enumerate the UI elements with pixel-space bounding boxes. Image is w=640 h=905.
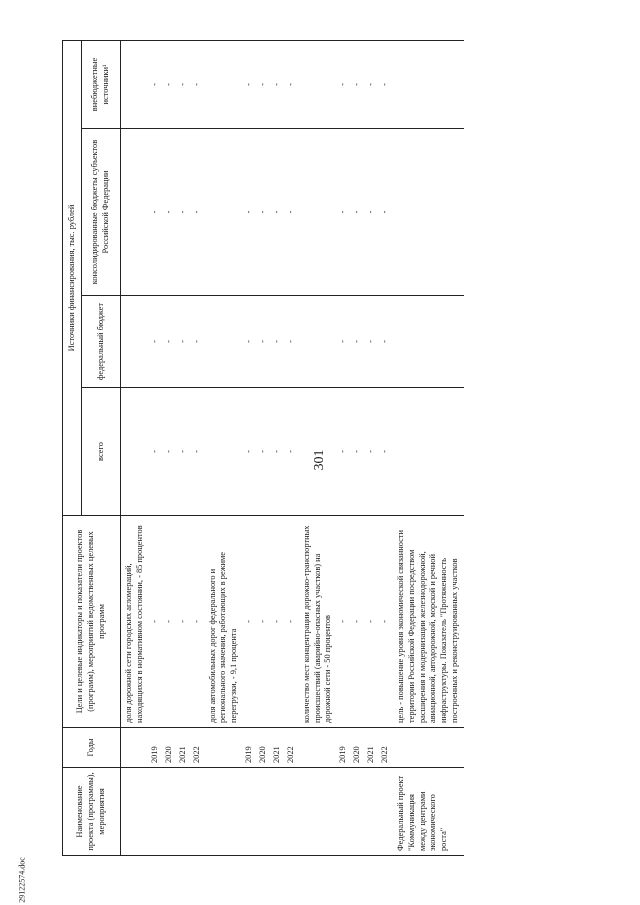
year-cell: 2022 — [379, 728, 393, 768]
goal-cell: - — [243, 516, 257, 728]
regional-cell: - — [177, 129, 191, 296]
total-cell: - — [271, 388, 285, 516]
project-row — [393, 41, 464, 856]
header-regional: консолидированные бюджеты субъектов Российской Федерации — [82, 129, 121, 296]
year-cell: 2020 — [351, 728, 365, 768]
table-row — [337, 41, 351, 856]
year-cell: 2021 — [271, 728, 285, 768]
header-total: всего — [82, 388, 121, 516]
financing-table — [62, 40, 464, 856]
year-cell: 2021 — [177, 728, 191, 768]
table-row — [163, 41, 177, 856]
extrabudget-cell: - — [243, 41, 257, 129]
regional-cell: - — [271, 129, 285, 296]
regional-cell: - — [351, 129, 365, 296]
indicator-text-row — [205, 41, 243, 856]
goal-cell: - — [191, 516, 205, 728]
extrabudget-cell: - — [285, 41, 299, 129]
total-cell: - — [149, 388, 163, 516]
year-cell: 2021 — [365, 728, 379, 768]
goal-cell: - — [163, 516, 177, 728]
total-cell: - — [351, 388, 365, 516]
regional-cell: - — [163, 129, 177, 296]
goal-cell: - — [379, 516, 393, 728]
federal-cell: - — [243, 296, 257, 388]
table-row — [285, 41, 299, 856]
federal-cell: - — [365, 296, 379, 388]
regional-cell: - — [365, 129, 379, 296]
extrabudget-cell: - — [337, 41, 351, 129]
header-federal: федеральный бюджет — [82, 296, 121, 388]
header-years: Годы — [63, 728, 121, 768]
table-row — [351, 41, 365, 856]
goal-cell: - — [365, 516, 379, 728]
goal-cell: - — [337, 516, 351, 728]
project-name: Федеральный проект "Коммуникация между центрами экономического роста" — [393, 768, 464, 856]
project-goal: цель - повышение уровня экономической связанности территории Российской Федерации посредством расширения и модернизации железнодорожной, авиационной, автодорожной, морской и речной инфраструктуры. Показатель "Протяженность построенных и реконструированных участков — [393, 516, 464, 728]
federal-cell: - — [257, 296, 271, 388]
federal-cell: - — [271, 296, 285, 388]
indicator-text: количество мест концентрации дорожно-транспортных происшествий (аварийно-опасных участков) на дорожной сети - 50 процентов — [299, 516, 337, 728]
goal-cell: - — [149, 516, 163, 728]
goal-cell: - — [177, 516, 191, 728]
year-cell: 2022 — [191, 728, 205, 768]
total-cell: - — [191, 388, 205, 516]
indicator-text: доля дорожной сети городских агломераций, находящихся в нормативном состоянии, - 85 процентов — [121, 516, 149, 728]
extrabudget-cell: - — [351, 41, 365, 129]
extrabudget-cell: - — [365, 41, 379, 129]
extrabudget-cell: - — [163, 41, 177, 129]
goal-cell: - — [351, 516, 365, 728]
table-row — [243, 41, 257, 856]
federal-cell: - — [177, 296, 191, 388]
federal-cell: - — [163, 296, 177, 388]
year-cell: 2022 — [285, 728, 299, 768]
header-extrabudget: внебюджетные источники¹ — [82, 41, 121, 129]
indicator-text-row — [121, 41, 149, 856]
year-cell: 2019 — [243, 728, 257, 768]
total-cell: - — [257, 388, 271, 516]
table-row — [257, 41, 271, 856]
table-row — [149, 41, 163, 856]
regional-cell: - — [149, 129, 163, 296]
goal-cell: - — [285, 516, 299, 728]
regional-cell: - — [257, 129, 271, 296]
extrabudget-cell: - — [379, 41, 393, 129]
regional-cell: - — [191, 129, 205, 296]
extrabudget-cell: - — [191, 41, 205, 129]
federal-cell: - — [351, 296, 365, 388]
extrabudget-cell: - — [149, 41, 163, 129]
year-cell: 2020 — [163, 728, 177, 768]
federal-cell: - — [337, 296, 351, 388]
total-cell: - — [163, 388, 177, 516]
total-cell: - — [379, 388, 393, 516]
federal-cell: - — [149, 296, 163, 388]
extrabudget-cell: - — [271, 41, 285, 129]
header-sources-group: Источники финансирования, тыс. рублей — [63, 41, 82, 516]
federal-cell: - — [285, 296, 299, 388]
table-row — [271, 41, 285, 856]
total-cell: - — [177, 388, 191, 516]
table-row — [379, 41, 393, 856]
year-cell: 2019 — [337, 728, 351, 768]
rotated-page-content — [62, 41, 602, 856]
regional-cell: - — [379, 129, 393, 296]
goal-cell: - — [257, 516, 271, 728]
total-cell: - — [365, 388, 379, 516]
extrabudget-cell: - — [257, 41, 271, 129]
indicator-text: доля автомобильных дорог федерального и регионального значения, работающих в режиме перегрузки, - 9,1 процента — [205, 516, 243, 728]
extrabudget-cell: - — [177, 41, 191, 129]
table-row — [191, 41, 205, 856]
goal-cell: - — [271, 516, 285, 728]
page-number: 301 — [312, 449, 327, 471]
indicator-text-row — [299, 41, 337, 856]
federal-cell: - — [191, 296, 205, 388]
header-name: Наименование проекта (программы), мероприятия — [63, 768, 121, 856]
table-row — [177, 41, 191, 856]
total-cell: - — [243, 388, 257, 516]
total-cell: - — [337, 388, 351, 516]
total-cell: - — [285, 388, 299, 516]
header-goals: Цели и целевые индикаторы и показатели проектов (программ), мероприятий ведомственных целевых программ — [63, 516, 121, 728]
table-row — [365, 41, 379, 856]
document-id: 29122574.doc — [17, 857, 27, 903]
regional-cell: - — [243, 129, 257, 296]
regional-cell: - — [337, 129, 351, 296]
federal-cell: - — [379, 296, 393, 388]
year-cell: 2020 — [257, 728, 271, 768]
regional-cell: - — [285, 129, 299, 296]
year-cell: 2019 — [149, 728, 163, 768]
